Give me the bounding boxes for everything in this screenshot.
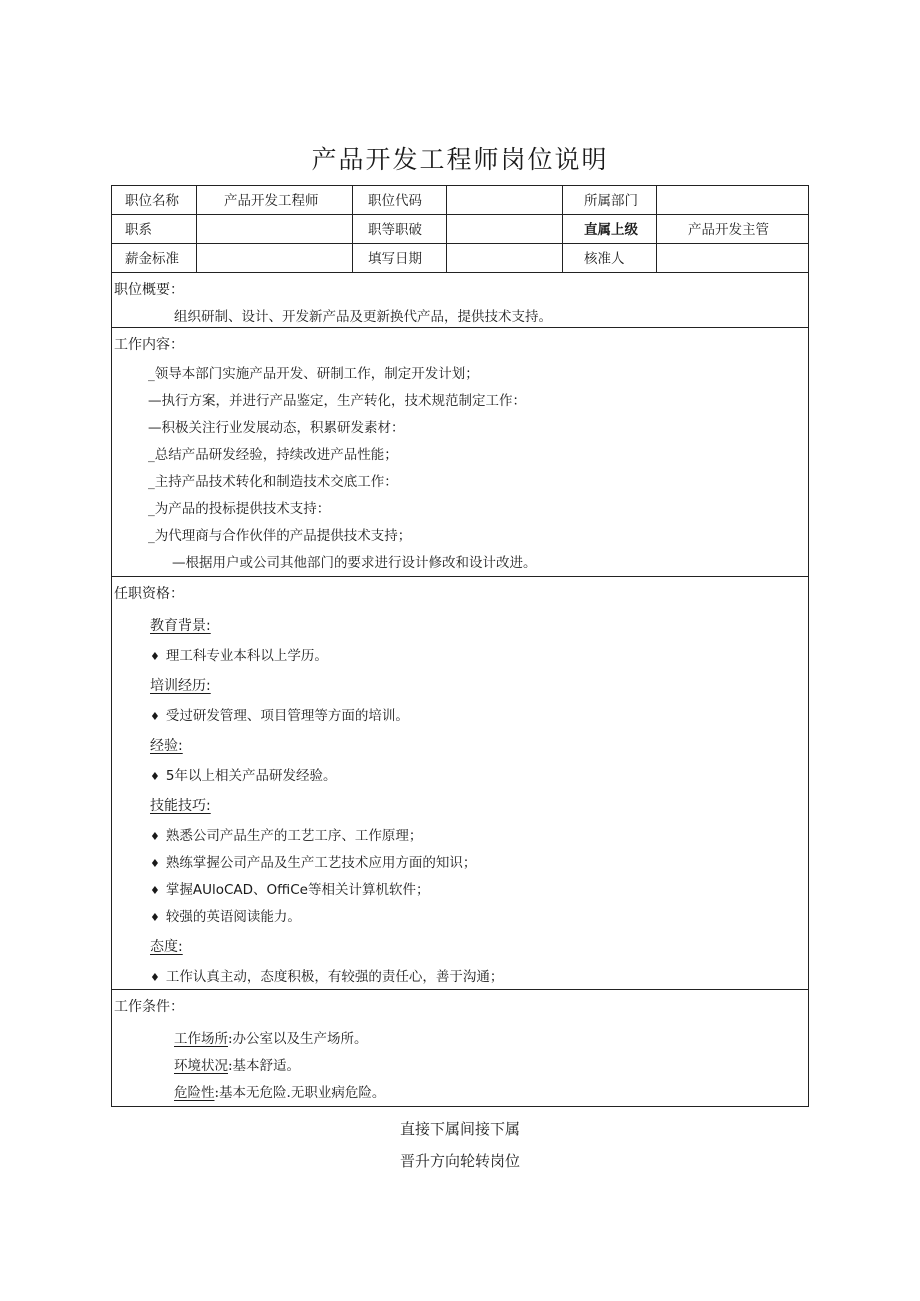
- value-position-name: 产品开发工程师: [224, 193, 319, 209]
- column-divider: [196, 186, 197, 272]
- value-direct-supervisor: 产品开发主管: [688, 222, 769, 238]
- duty-item: _为产品的投标提供技术支持：: [148, 501, 331, 517]
- qualifications-heading: 任职资格：: [114, 586, 184, 602]
- info-row-2: [112, 215, 808, 244]
- duty-item: —根据用户或公司其他部门的要求进行设计修改和设计改进。: [172, 555, 537, 571]
- bullet-icon: ♦: [150, 770, 160, 783]
- qualifications-section: [112, 577, 808, 990]
- label-salary-standard: 薪金标准: [125, 251, 179, 267]
- qualification-item: ♦ 受过研发管理、项目管理等方面的培训。: [150, 708, 409, 724]
- skills-label: 技能技巧:: [150, 798, 211, 814]
- duty-item: _领导本部门实施产品开发、研制工作，制定开发计划；: [148, 366, 479, 382]
- duty-item: _总结产品研发经验，持续改进产品性能；: [148, 447, 398, 463]
- qualification-item: ♦ 熟练掌握公司产品及生产工艺技术应用方面的知识；: [150, 855, 477, 871]
- education-label: 教育背景:: [150, 618, 211, 634]
- bullet-icon: ♦: [150, 710, 160, 723]
- info-row-1: [112, 186, 808, 215]
- label-job-grade: 职等职破: [368, 222, 422, 238]
- promotion-line: 晋升方向轮转岗位: [399, 1152, 520, 1170]
- condition-item-workplace: 工作场所:办公室以及生产场所。: [174, 1031, 368, 1047]
- duty-item: _为代理商与合作伙伴的产品提供技术支持；: [148, 528, 412, 544]
- overview-section: [112, 273, 808, 328]
- conditions-heading: 工作条件：: [114, 999, 184, 1015]
- attitude-label: 态度:: [150, 939, 183, 955]
- bullet-icon: ♦: [150, 830, 160, 843]
- label-approver: 核准人: [584, 251, 625, 267]
- qualification-item: ♦ 理工科专业本科以上学历。: [150, 648, 328, 664]
- qualification-item: ♦ 5年以上相关产品研发经验。: [150, 768, 337, 784]
- bullet-icon: ♦: [150, 884, 160, 897]
- conditions-section: [112, 990, 808, 1106]
- bullet-icon: ♦: [150, 971, 160, 984]
- overview-heading: 职位概要：: [114, 282, 184, 298]
- job-description-table: [111, 185, 809, 1107]
- duties-section: [112, 328, 808, 577]
- label-department: 所属部门: [584, 193, 638, 209]
- label-position-name: 职位名称: [125, 193, 179, 209]
- label-job-family: 职系: [125, 222, 152, 238]
- training-label: 培训经历:: [150, 678, 211, 694]
- info-row-3: [112, 244, 808, 273]
- experience-label: 经验:: [150, 738, 183, 754]
- qualification-item: ♦ 熟悉公司产品生产的工艺工序、工作原理；: [150, 828, 423, 844]
- label-direct-supervisor: 直属上级: [584, 222, 638, 238]
- bullet-icon: ♦: [150, 911, 160, 924]
- page-title: 产品开发工程师岗位说明: [311, 145, 609, 174]
- bullet-icon: ♦: [150, 857, 160, 870]
- column-divider: [656, 186, 657, 272]
- label-fill-date: 填写日期: [368, 251, 422, 267]
- qualification-item: ♦ 较强的英语阅读能力。: [150, 909, 301, 925]
- bullet-icon: ♦: [150, 650, 160, 663]
- subordinates-line: 直接下属间接下属: [399, 1120, 520, 1138]
- qualification-item: ♦ 掌握AUloCAD、OffiCe等相关计算机软件；: [150, 882, 430, 898]
- duties-heading: 工作内容：: [114, 337, 184, 353]
- condition-item-environment: 环境状况:基本舒适。: [174, 1058, 301, 1074]
- label-position-code: 职位代码: [368, 193, 422, 209]
- duty-item: —执行方案，并进行产品鉴定，生产转化，技术规范制定工作：: [148, 393, 526, 409]
- overview-text: 组织研制、设计、开发新产品及更新换代产品，提供技术支持。: [174, 309, 552, 325]
- column-divider: [446, 186, 447, 272]
- qualification-item: ♦ 工作认真主动，态度积极，有较强的责任心，善于沟通；: [150, 969, 504, 985]
- duty-item: —积极关注行业发展动态，积累研发素材：: [148, 420, 405, 436]
- column-divider: [352, 186, 353, 272]
- duty-item: _主持产品技术转化和制造技术交底工作：: [148, 474, 398, 490]
- column-divider: [562, 186, 563, 272]
- condition-item-hazard: 危险性:基本无危险.无职业病危险。: [174, 1085, 386, 1101]
